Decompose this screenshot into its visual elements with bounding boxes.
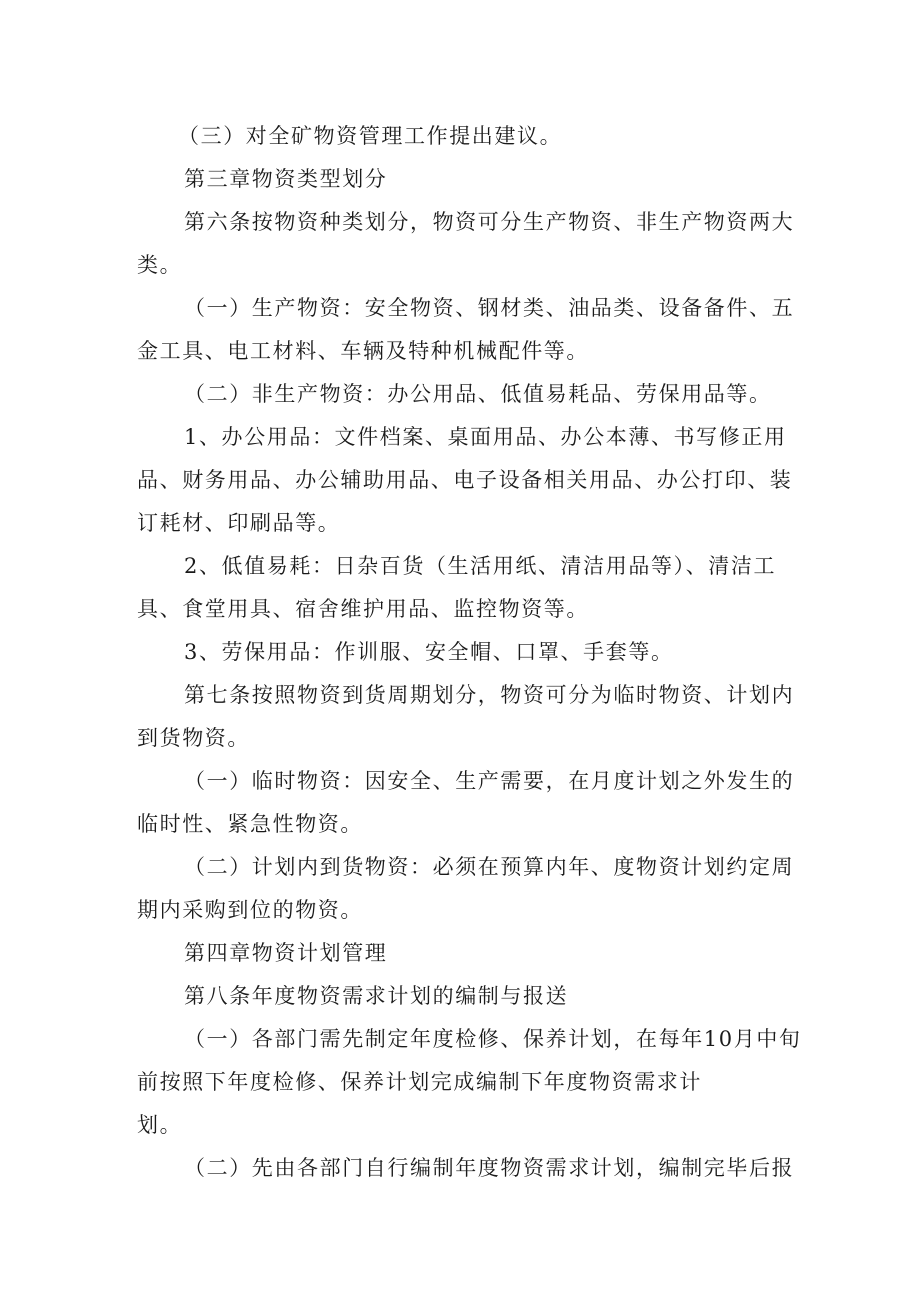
text-line: 类。 xyxy=(137,253,183,277)
text-line: 第六条按物资种类划分，物资可分生产物资、非生产物资两大 xyxy=(184,210,795,234)
text-line: （二）非生产物资：办公用品、低值易耗品、劳保用品等。 xyxy=(184,382,772,406)
text-line: 第四章物资计划管理 xyxy=(184,941,388,965)
text-line: 具、食堂用具、宿舍维护用品、监控物资等。 xyxy=(137,597,589,621)
text-line: 3、劳保用品：作训服、安全帽、口罩、手套等。 xyxy=(184,640,674,664)
text-line: 期内采购到位的物资。 xyxy=(137,898,363,922)
text-line: 金工具、电工材料、车辆及特种机械配件等。 xyxy=(137,339,589,363)
text-line: 第三章物资类型划分 xyxy=(184,167,388,191)
text-line: （三）对全矿物资管理工作提出建议。 xyxy=(178,124,563,148)
text-line: 品、财务用品、办公辅助用品、电子设备相关用品、办公打印、装 xyxy=(137,468,793,492)
text-line: 2、低值易耗：日杂百货（生活用纸、清洁用品等）、清洁工 xyxy=(184,554,777,578)
text-line: （二）计划内到货物资：必须在预算内年、度物资计划约定周 xyxy=(184,855,795,879)
text-line: （二）先由各部门自行编制年度物资需求计划，编制完毕后报 xyxy=(184,1156,795,1180)
text-line: 到货物资。 xyxy=(137,726,250,750)
text-line: 临时性、紧急性物资。 xyxy=(137,812,363,836)
text-line: 划。 xyxy=(137,1113,183,1137)
text-line: 第八条年度物资需求计划的编制与报送 xyxy=(184,984,569,1008)
text-line: （一）生产物资：安全物资、钢材类、油品类、设备备件、五 xyxy=(184,296,795,320)
text-line: 第七条按照物资到货周期划分，物资可分为临时物资、计划内 xyxy=(184,683,795,707)
text-line: 1、办公用品：文件档案、桌面用品、办公本薄、书写修正用 xyxy=(184,425,787,449)
text-line: 前按照下年度检修、保养计划完成编制下年度物资需求计 xyxy=(137,1070,702,1094)
text-line: （一）临时物资：因安全、生产需要，在月度计划之外发生的 xyxy=(184,769,795,793)
text-line: （一）各部门需先制定年度检修、保养计划，在每年10月中旬 xyxy=(184,1027,802,1051)
text-line: 订耗材、印刷品等。 xyxy=(137,511,341,535)
